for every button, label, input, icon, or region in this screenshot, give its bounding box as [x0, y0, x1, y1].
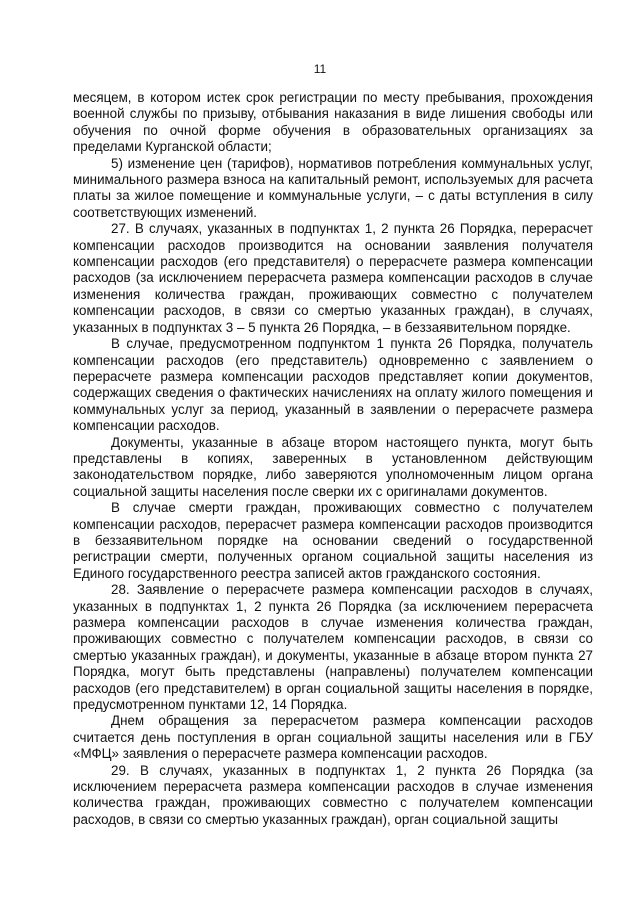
paragraph-clause-29: 29. В случаях, указанных в подпунктах 1, 2 пункта 26 Порядка (за исключением перерасчета размера компенсации расходов в случае изменения количества граждан, проживающих совместно с получателем компенсации расходов, в связи со смертью указанных граждан), орган социальной защиты	[73, 762, 593, 827]
paragraph-clause-28: 28. Заявление о перерасчете размера компенсации расходов в случаях, указанных в подпунктах 1, 2 пункта 26 Порядка (за исключением перерасчета размера компенсации расходов в случае изменения количества граждан, проживающих совместно с получателем компенсации расходов, в связи со смертью указанных граждан), и документы, указанные в абзаце втором пункта 27 Порядка, могут быть представлены (направлены) получателем компенсации расходов (его представителем) в орган социальной защиты населения в порядке, предусмотренном пунктами 12, 14 Порядка.	[73, 582, 593, 713]
paragraph-clause-27: 27. В случаях, указанных в подпунктах 1, 2 пункта 26 Порядка, перерасчет компенсации расходов производится на основании заявления получателя компенсации расходов (его представителя) о перерасчете размера компенсации расходов (за исключением перерасчета размера компенсации расходов в случае изменения количества граждан, проживающих совместно с получателем компенсации расходов, в связи со смертью указанных граждан), в случаях, указанных в подпунктах 3 – 5 пункта 26 Порядка, – в беззаявительном порядке.	[73, 221, 593, 335]
page-number: 11	[313, 62, 327, 76]
paragraph-clause-27-part-4: В случае смерти граждан, проживающих совместно с получателем компенсации расходов, перерасчет размера компенсации расходов производится в беззаявительном порядке на основании сведений о государственной регистрации смерти, полученных органом социальной защиты населения из Единого государственного реестра записей актов гражданского состояния.	[73, 500, 593, 581]
paragraph-continuation: месяцем, в котором истек срок регистрации по месту пребывания, прохождения военной службы по призыву, отбывания наказания в виде лишения свободы или обучения по очной форме обучения в образовательных организациях за пределами Курганской области;	[73, 90, 593, 155]
paragraph-clause-27-part-3: Документы, указанные в абзаце втором настоящего пункта, могут быть представлены в копиях, заверенных в установленном действующим законодательством порядке, либо заверяются уполномоченным лицом органа социальной защиты населения после сверки их с оригиналами документов.	[73, 434, 593, 499]
paragraph-clause-27-part-2: В случае, предусмотренном подпунктом 1 пункта 26 Порядка, получатель компенсации расходов (его представитель) одновременно с заявлением о перерасчете размера компенсации расходов представляет копии документов, содержащих сведения о фактических начислениях на оплату жилого помещения и коммунальных услуг за период, указанный в заявлении о перерасчете размера компенсации расходов.	[73, 336, 593, 434]
paragraph-clause-28-part-2: Днем обращения за перерасчетом размера компенсации расходов считается день поступления в орган социальной защиты населения или в ГБУ «МФЦ» заявления о перерасчете размера компенсации расходов.	[73, 713, 593, 762]
document-body	[73, 90, 593, 828]
paragraph-item-5: 5) изменение цен (тарифов), нормативов потребления коммунальных услуг, минимального размера взноса на капитальный ремонт, используемых для расчета платы за жилое помещение и коммунальные услуги, – с даты вступления в силу соответствующих изменений.	[73, 155, 593, 220]
